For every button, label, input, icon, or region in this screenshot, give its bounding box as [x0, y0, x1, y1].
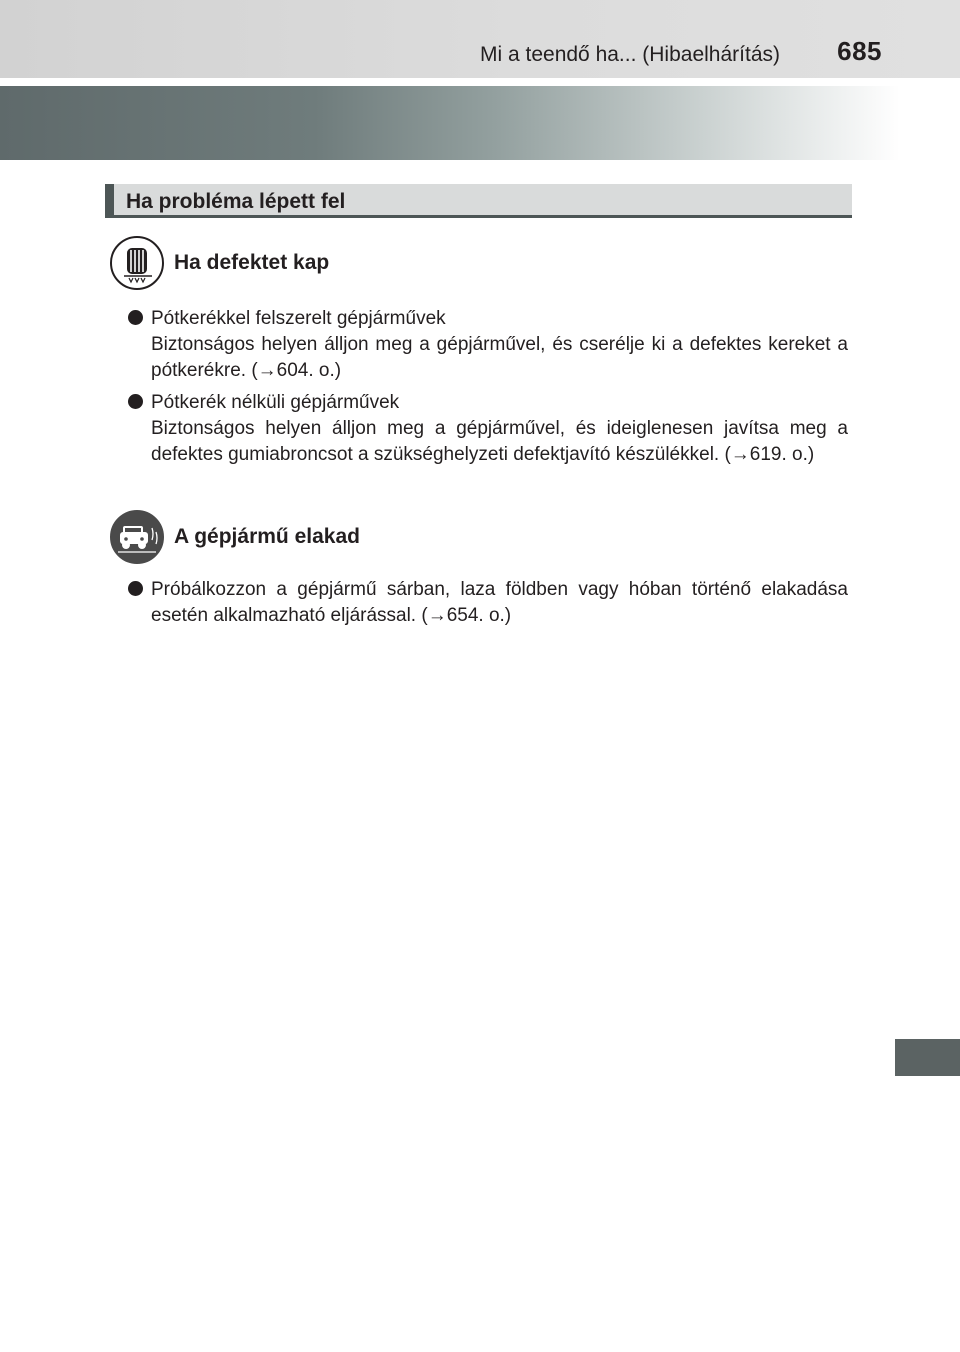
bullet-icon: [128, 394, 143, 409]
chapter-banner: [0, 86, 900, 160]
bullet-icon: [128, 310, 143, 325]
page-number: 685: [837, 36, 882, 66]
subsection-heading: Ha defektet kap: [174, 251, 330, 274]
subsection-stuck-vehicle: [110, 510, 360, 564]
bullet-icon: [128, 581, 143, 596]
section-header-accent: [105, 184, 114, 215]
tire-icon: [110, 236, 164, 290]
list-item: [128, 390, 848, 468]
item-lead: Pótkerékkel felszerelt gépjárművek: [151, 308, 446, 329]
section-title: Ha probléma lépett fel: [126, 190, 346, 213]
subsection-heading: A gépjármű elakad: [174, 525, 360, 548]
item-body: Biztonságos helyen álljon meg a gépjárművel, és ideiglenesen javítsa meg a defektes gumiabroncsot a szükséghelyzeti defektjavító készülékkel. (→619. o.): [151, 418, 848, 465]
item-body: Biztonságos helyen álljon meg a gépjárművel, és cserélje ki a defektes kereket a pótkerékre. (→604. o.): [151, 334, 848, 381]
list-item: [128, 577, 848, 629]
item-lead: Pótkerék nélküli gépjárművek: [151, 392, 400, 413]
section-header: [105, 184, 852, 218]
item-body: Próbálkozzon a gépjármű sárban, laza földben vagy hóban történő elakadása esetén alkalmazható eljárással. (→654. o.): [151, 579, 848, 626]
chapter-title: Mi a teendő ha... (Hibaelhárítás): [480, 43, 780, 66]
subsection-flat-tire: [110, 236, 329, 290]
chapter-tab: [895, 1039, 960, 1076]
list-item: [128, 306, 848, 384]
stuck-car-icon: [110, 510, 164, 564]
